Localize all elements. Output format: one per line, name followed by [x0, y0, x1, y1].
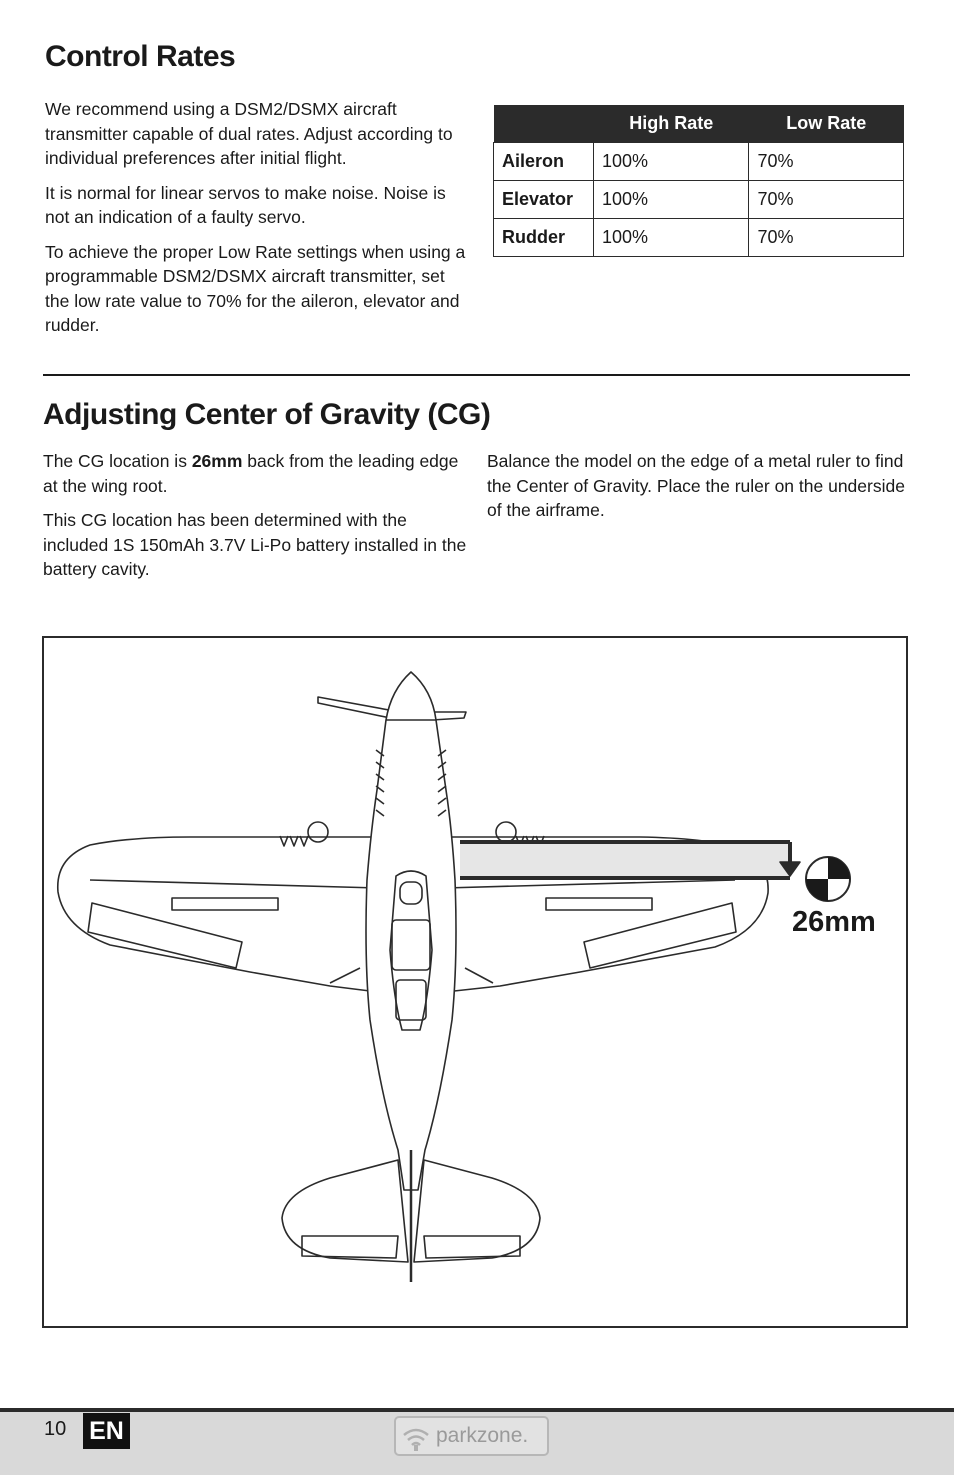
cg-text-start: The CG location is [43, 451, 192, 471]
low-rate-value: 70% [749, 181, 904, 219]
cg-distance-bold: 26mm [191, 451, 243, 471]
row-label: Aileron [494, 143, 594, 181]
language-badge: EN [83, 1413, 130, 1449]
low-rate-value: 70% [749, 219, 904, 257]
cg-text-end: back from the leading edge at the wing root. [43, 451, 459, 496]
paragraph: This CG location has been determined with the included 1S 150mAh 3.7V Li-Po battery installed in the battery cavity. [43, 510, 467, 579]
page-number: 10 [44, 1418, 67, 1440]
low-rate-value: 70% [749, 143, 904, 181]
cg-title: Adjusting Center of Gravity (CG) [43, 398, 491, 431]
table-header-low-rate: Low Rate [749, 105, 904, 143]
high-rate-value: 100% [593, 219, 749, 257]
paragraph: To achieve the proper Low Rate settings when using a programmable DSM2/DSMX aircraft transmitter, set the low rate value to 70% for the aileron, elevator and rudder. [45, 241, 466, 335]
table-header-high-rate: High Rate [593, 105, 749, 143]
row-label: Elevator [494, 181, 594, 219]
paragraph: We recommend using a DSM2/DSMX aircraft transmitter capable of dual rates. Adjust according to individual preferences after initial flight. [45, 99, 453, 168]
paragraph: It is normal for linear servos to make noise. Noise is not an indication of a faulty servo. [45, 182, 446, 227]
high-rate-value: 100% [593, 143, 749, 181]
high-rate-value: 100% [593, 181, 749, 219]
row-label: Rudder [494, 219, 594, 257]
cg-distance-label: 26mm [792, 906, 876, 938]
wifi-signal-icon [401, 1423, 431, 1451]
logo-text: parkzone. [436, 1424, 529, 1447]
control-rates-title: Control Rates [45, 40, 236, 73]
paragraph: Balance the model on the edge of a metal ruler to find the Center of Gravity. Place the ruler on the underside of the airframe. [487, 451, 905, 520]
parkzone-logo [394, 1416, 549, 1456]
